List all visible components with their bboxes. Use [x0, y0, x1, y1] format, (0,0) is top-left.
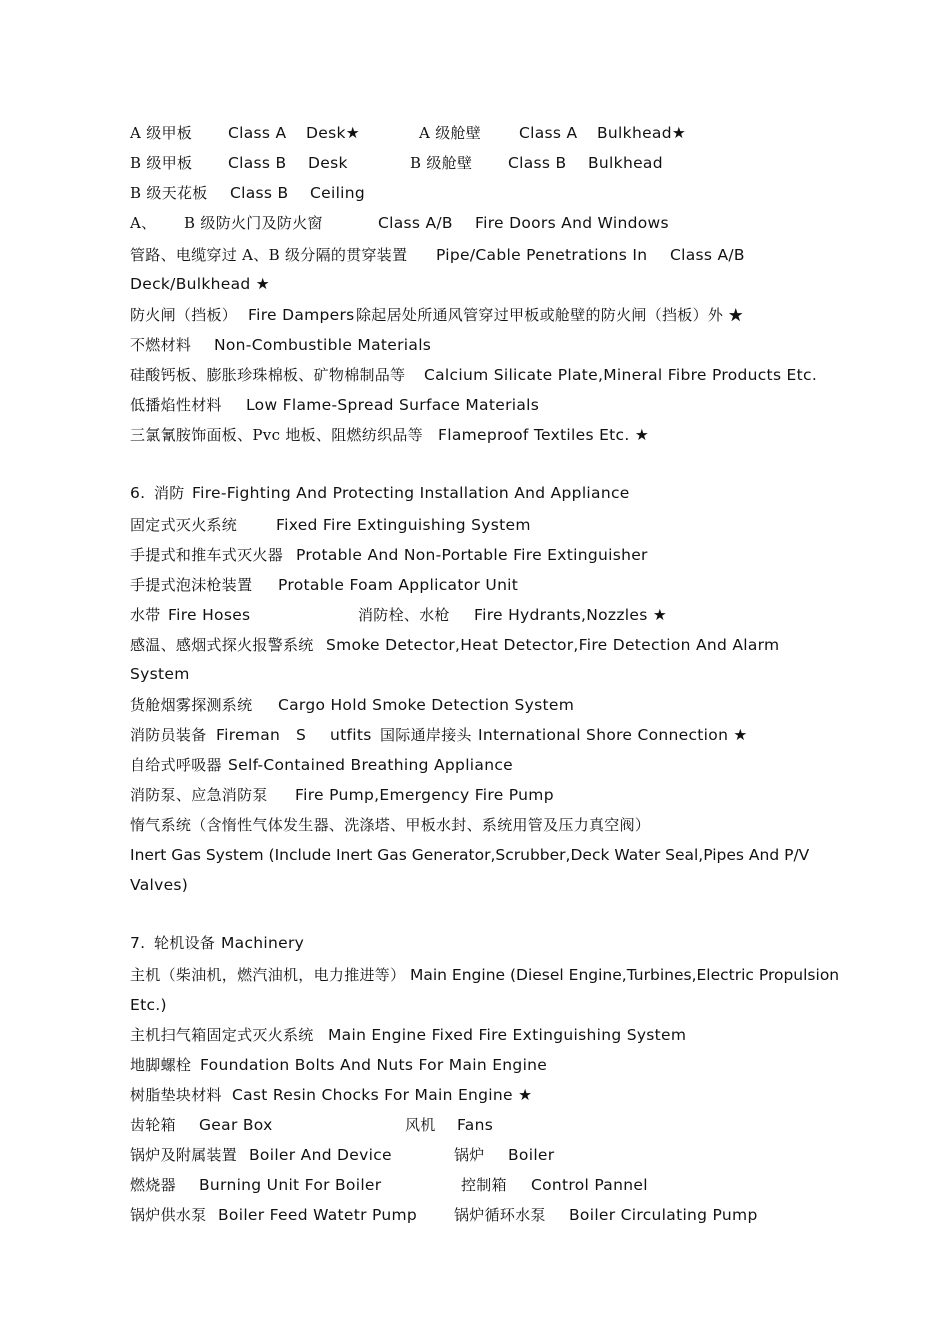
term-en: International Shore Connection ★: [478, 726, 748, 744]
term-cn: 管路、电缆穿过 A、B 级分隔的贯穿装置: [130, 246, 408, 264]
term-cn: B 级天花板: [130, 184, 208, 202]
term-cn: 国际通岸接头: [380, 726, 472, 744]
term-cn: B 级防火门及防火窗: [184, 214, 323, 232]
term-en: Fire Doors And Windows: [475, 214, 669, 232]
term-cn: 货舱烟雾探测系统: [130, 696, 253, 714]
term-en: Calcium Silicate Plate,Mineral Fibre Products Etc.: [424, 366, 818, 384]
text-line: [130, 1170, 860, 1200]
term-cn: 不燃材料: [130, 336, 192, 354]
term-cn: 手提式和推车式灭火器: [130, 546, 284, 564]
text-line: [130, 300, 860, 330]
term-en: Boiler: [508, 1146, 555, 1164]
term-en: Pipe/Cable Penetrations In: [436, 246, 648, 264]
text-line: [130, 1200, 860, 1230]
term-en: Cast Resin Chocks For Main Engine ★: [232, 1086, 533, 1104]
term-cn: 硅酸钙板、膨胀珍珠棉板、矿物棉制品等: [130, 366, 406, 384]
text-line: [130, 720, 860, 750]
text-line: [130, 750, 860, 780]
term-en: Fire Pump,Emergency Fire Pump: [295, 786, 554, 804]
term-en: Fireman: [216, 726, 281, 744]
term-cn: A、: [130, 214, 157, 232]
text-line: [130, 630, 860, 660]
term-en: Main Engine (Diesel Engine,Turbines,Electric Propulsion: [410, 966, 840, 984]
term-en: Fire Hoses: [168, 606, 251, 624]
term-cn: 风机: [405, 1116, 436, 1134]
term-en: Non-Combustible Materials: [214, 336, 432, 354]
text-line: [130, 810, 860, 840]
term-cn: 除起居处所通风管穿过甲板或舱壁的防火闸（挡板）外 ★: [356, 306, 744, 324]
term-en: Class A: [519, 124, 578, 142]
text-line: [130, 360, 860, 390]
text-line: [130, 690, 860, 720]
text-line: [130, 600, 860, 630]
text-line: [130, 330, 860, 360]
text-line: [130, 990, 860, 1020]
heading-number: 6.: [130, 484, 146, 502]
text-line: [130, 1140, 860, 1170]
term-cn: 燃烧器: [130, 1176, 176, 1194]
term-en: Smoke Detector,Heat Detector,Fire Detection And Alarm: [326, 636, 780, 654]
term-cn: 低播焰性材料: [130, 396, 222, 414]
term-cn: 惰气系统（含惰性气体发生器、洗涤塔、甲板水封、系统用管及压力真空阀）: [130, 816, 651, 834]
text-line: [130, 208, 860, 238]
term-cn: B 级舱壁: [410, 154, 473, 172]
term-en: Flameproof Textiles Etc. ★: [438, 426, 650, 444]
term-en: Fire Dampers: [248, 306, 355, 324]
term-cn: 手提式泡沫枪装置: [130, 576, 253, 594]
term-en: Etc.): [130, 996, 167, 1014]
section-gap: [130, 450, 860, 478]
term-cn: B 级甲板: [130, 154, 193, 172]
section-heading: [130, 478, 860, 508]
term-en: Class A: [228, 124, 287, 142]
text-line: [130, 960, 860, 990]
term-en: utfits: [330, 726, 372, 744]
term-en: Class B: [230, 184, 289, 202]
term-cn: 固定式灭火系统: [130, 516, 238, 534]
term-en: Protable And Non-Portable Fire Extinguisher: [296, 546, 648, 564]
term-en: Valves): [130, 876, 189, 894]
term-en: Fans: [457, 1116, 494, 1134]
term-cn: 齿轮箱: [130, 1116, 176, 1134]
term-cn: 消防员装备: [130, 726, 207, 744]
term-en: Self-Contained Breathing Appliance: [228, 756, 513, 774]
term-en: System: [130, 665, 190, 683]
text-line: [130, 1020, 860, 1050]
text-line: [130, 780, 860, 810]
term-en: Boiler Circulating Pump: [569, 1206, 758, 1224]
term-en: Boiler Feed Watetr Pump: [218, 1206, 418, 1224]
term-en: Bulkhead: [588, 154, 663, 172]
text-line: [130, 570, 860, 600]
term-en: Fixed Fire Extinguishing System: [276, 516, 531, 534]
term-cn: 地脚螺栓: [130, 1056, 192, 1074]
term-en: Protable Foam Applicator Unit: [278, 576, 519, 594]
heading-cn: 轮机设备: [154, 934, 216, 952]
term-en: Class A/B: [670, 246, 745, 264]
text-line: [130, 1110, 860, 1140]
text-line: [130, 390, 860, 420]
term-en: Class B: [508, 154, 567, 172]
term-en: Fire Hydrants,Nozzles ★: [474, 606, 668, 624]
term-en: Deck/Bulkhead ★: [130, 275, 270, 293]
term-cn: 防火闸（挡板）: [130, 306, 238, 324]
term-en: Gear Box: [199, 1116, 273, 1134]
term-cn: 消防栓、水枪: [358, 606, 450, 624]
term-cn: A 级甲板: [130, 124, 193, 142]
term-en: Inert Gas System (Include Inert Gas Generator,Scrubber,Deck Water Seal,Pipes And P/V: [130, 846, 810, 864]
heading-en: Machinery: [221, 934, 305, 952]
term-en: Burning Unit For Boiler: [199, 1176, 382, 1194]
term-en: Class A/B: [378, 214, 453, 232]
heading-number: 7.: [130, 934, 146, 952]
section-heading: [130, 928, 860, 958]
term-en: Bulkhead★: [597, 124, 687, 142]
term-en: Low Flame-Spread Surface Materials: [246, 396, 540, 414]
term-cn: 锅炉供水泵: [130, 1206, 207, 1224]
term-cn: 树脂垫块材料: [130, 1086, 222, 1104]
text-line: [130, 510, 860, 540]
heading-en: Fire-Fighting And Protecting Installation And Appliance: [192, 484, 630, 502]
term-en: Ceiling: [310, 184, 366, 202]
text-line: [130, 870, 860, 900]
term-cn: A 级舱壁: [419, 124, 482, 142]
term-cn: 消防泵、应急消防泵: [130, 786, 268, 804]
term-cn: 锅炉及附属装置: [130, 1146, 238, 1164]
term-en: Main Engine Fixed Fire Extinguishing System: [328, 1026, 687, 1044]
text-line: [130, 178, 860, 208]
text-line: [130, 240, 860, 270]
text-line: [130, 420, 860, 450]
heading-cn: 消防: [154, 484, 185, 502]
text-line: [130, 1050, 860, 1080]
term-en: S: [296, 726, 307, 744]
term-en: Desk: [308, 154, 348, 172]
term-cn: 自给式呼吸器: [130, 756, 222, 774]
section-gap: [130, 900, 860, 928]
text-line: [130, 1080, 860, 1110]
text-line: [130, 660, 860, 688]
term-cn: 三氯氰胺饰面板、Pvc 地板、阻燃纺织品等: [130, 426, 424, 444]
term-en: Foundation Bolts And Nuts For Main Engine: [200, 1056, 548, 1074]
term-cn: 锅炉: [454, 1146, 485, 1164]
document-page: [130, 118, 860, 1230]
term-en: Boiler And Device: [249, 1146, 392, 1164]
term-cn: 水带: [130, 606, 161, 624]
text-line: [130, 118, 860, 148]
term-en: Class B: [228, 154, 287, 172]
term-cn: 主机扫气箱固定式灭火系统: [130, 1026, 314, 1044]
term-cn: 控制箱: [461, 1176, 507, 1194]
term-cn: 锅炉循环水泵: [454, 1206, 546, 1224]
text-line: [130, 148, 860, 178]
text-line: [130, 840, 860, 870]
term-en: Desk★: [306, 124, 360, 142]
term-en: Cargo Hold Smoke Detection System: [278, 696, 575, 714]
text-line: [130, 270, 860, 298]
text-line: [130, 540, 860, 570]
term-cn: 感温、感烟式探火报警系统: [130, 636, 314, 654]
term-cn: 主机（柴油机，燃汽油机，电力推进等）: [130, 966, 406, 984]
term-en: Control Pannel: [531, 1176, 648, 1194]
